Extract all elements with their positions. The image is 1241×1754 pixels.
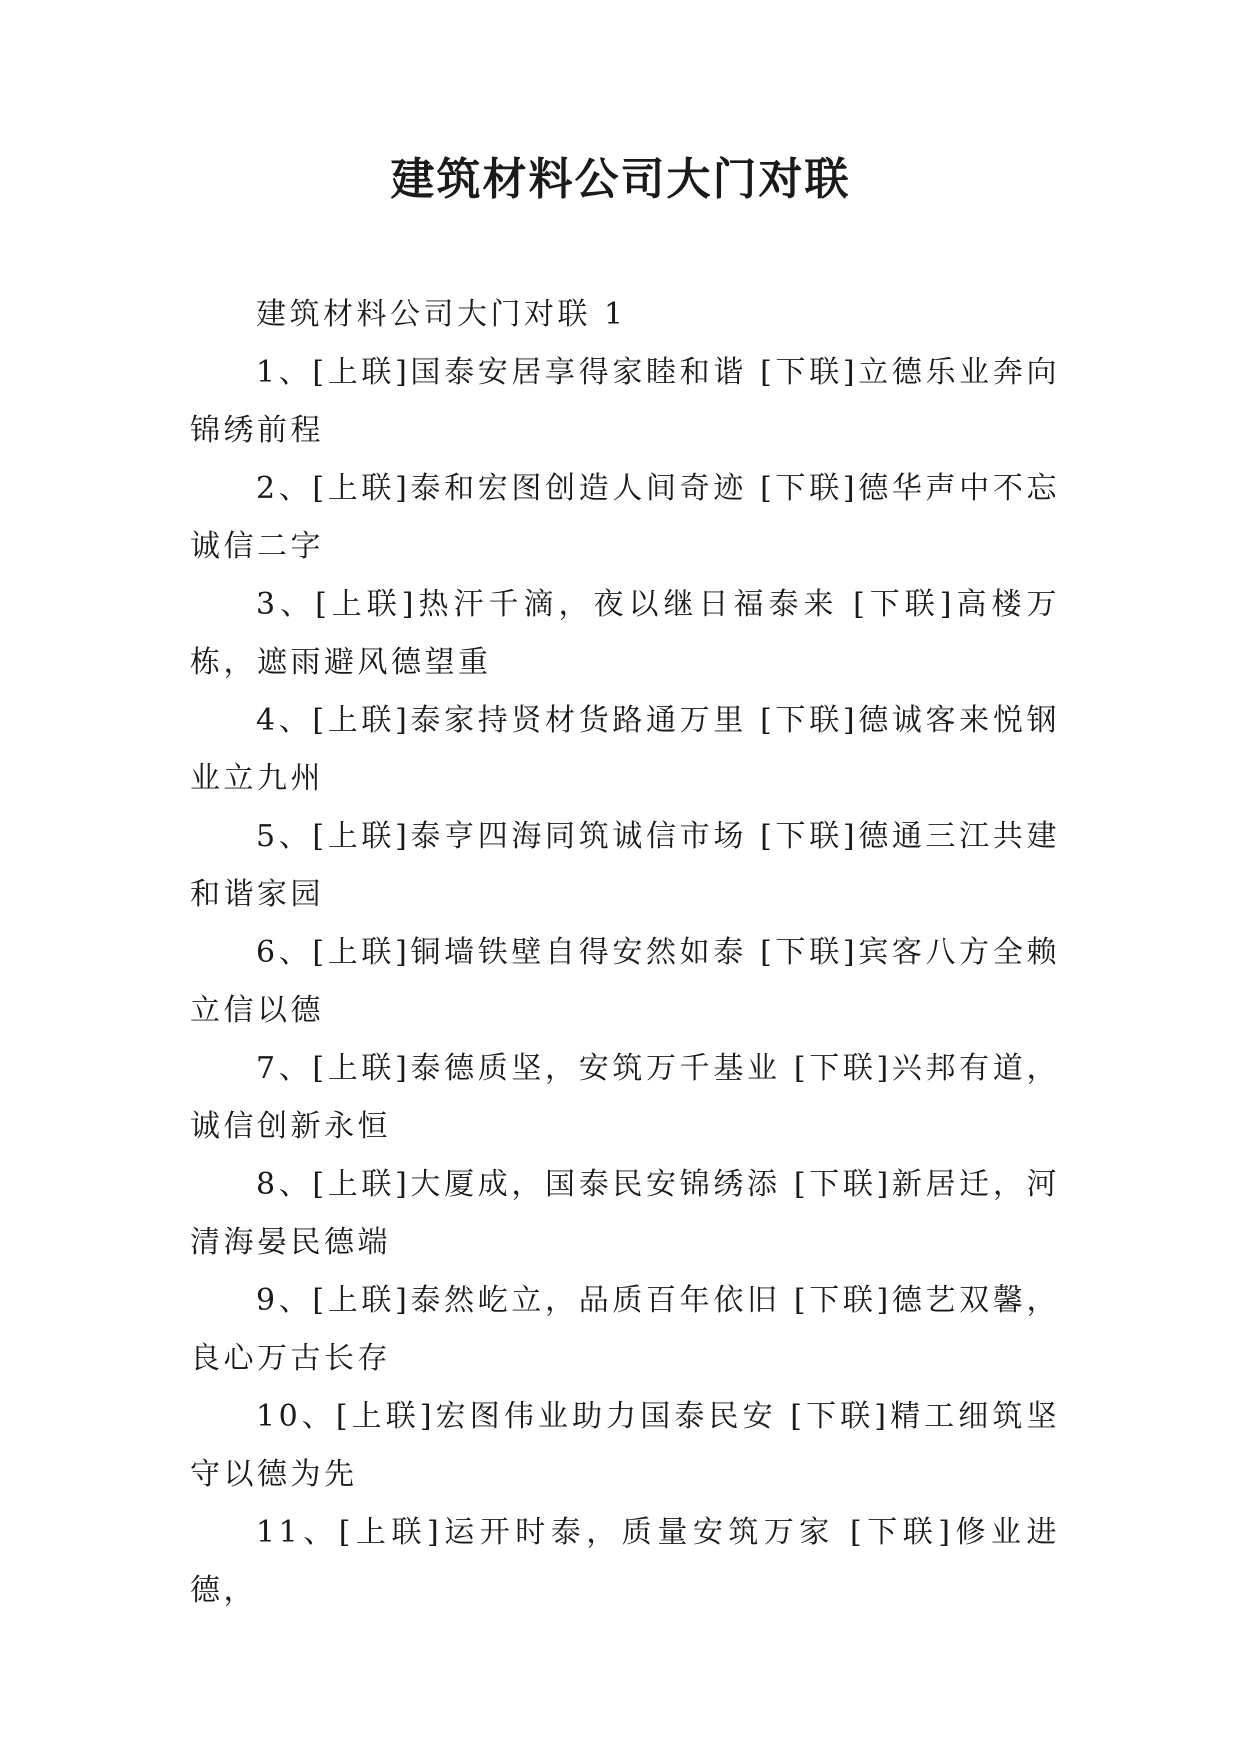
- document-body: [190, 286, 1060, 1620]
- section-heading: 建筑材料公司大门对联 1: [256, 297, 627, 332]
- couplet-item-11: 11、[上联]运开时泰，质量安筑万家 [下联]修业进德，: [190, 1515, 1060, 1608]
- couplet-item-8: 8、[上联]大厦成，国泰民安锦绣添 [下联]新居迁，河清海晏民德端: [190, 1167, 1060, 1260]
- couplet-item-4: 4、[上联]泰家持贤材货路通万里 [下联]德诚客来悦钢业立九州: [190, 703, 1060, 796]
- couplet-item-2: 2、[上联]泰和宏图创造人间奇迹 [下联]德华声中不忘诚信二字: [190, 471, 1060, 564]
- couplet-item-1: 1、[上联]国泰安居享得家睦和谐 [下联]立德乐业奔向锦绣前程: [190, 355, 1060, 448]
- document-title: 建筑材料公司大门对联: [390, 154, 851, 205]
- couplet-item-9: 9、[上联]泰然屹立，品质百年依旧 [下联]德艺双馨，良心万古长存: [190, 1283, 1060, 1376]
- couplet-item-3: 3、[上联]热汗千滴，夜以继日福泰来 [下联]高楼万栋，遮雨避风德望重: [190, 587, 1060, 680]
- couplet-item-5: 5、[上联]泰亨四海同筑诚信市场 [下联]德通三江共建和谐家园: [190, 819, 1060, 912]
- couplet-item-6: 6、[上联]铜墙铁壁自得安然如泰 [下联]宾客八方全赖立信以德: [190, 935, 1060, 1028]
- couplet-item-7: 7、[上联]泰德质坚，安筑万千基业 [下联]兴邦有道，诚信创新永恒: [190, 1051, 1060, 1144]
- couplet-item-10: 10、[上联]宏图伟业助力国泰民安 [下联]精工细筑坚守以德为先: [190, 1399, 1060, 1492]
